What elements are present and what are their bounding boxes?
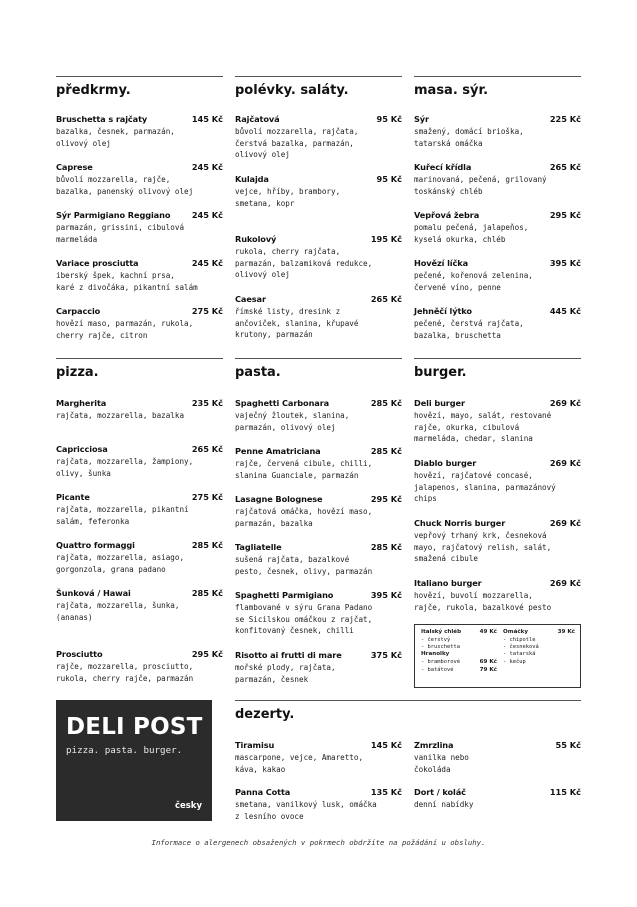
item-price: 285 Kč	[370, 398, 402, 408]
fries-option: - bramborové	[421, 659, 460, 665]
item-name: Quattro formaggi	[56, 540, 135, 550]
item-price: 285 Kč	[370, 542, 402, 552]
item-desc: flambované v sýru Grana Padano se Sicilskou omáčkou z rajčat, konfitovaný česnek, chilli	[235, 603, 373, 635]
menu-item	[235, 740, 402, 775]
menu-item	[56, 649, 223, 684]
item-name: Kulajda	[235, 174, 269, 184]
item-desc: rajčata, mozzarella, asiago, gorgonzola, grana padano	[56, 553, 185, 574]
brand-block	[56, 700, 212, 821]
item-name: Tagliatelle	[235, 542, 282, 552]
item-name: Diablo burger	[414, 458, 477, 468]
sauce-option: - česneková	[503, 644, 539, 650]
item-name: Risotto ai frutti di mare	[235, 650, 342, 660]
menu-item	[235, 542, 402, 577]
menu-item	[235, 446, 402, 481]
section-title: pizza.	[56, 358, 223, 384]
section-predkrmy	[56, 76, 223, 102]
item-desc: pečené, kořenová zelenina, červené víno, penne	[414, 271, 533, 292]
item-desc: pomalu pečená, jalapeňos, kyselá okurka, chléb	[414, 223, 529, 244]
section-title: pasta.	[235, 358, 402, 384]
item-desc: smažený, domácí brioška, tatarská omáčka	[414, 127, 524, 148]
item-name: Sýr	[414, 114, 429, 124]
item-desc: hovězí, mayo, salát, restované rajče, okurka, cibulová marmeláda, chedar, slanina	[414, 411, 552, 443]
item-desc: hovězí maso, parmazán, rukola, cherry rajče, citron	[56, 319, 194, 340]
item-desc: rajčata, mozzarella, pikantní salám, feferonka	[56, 505, 189, 526]
menu-item	[56, 492, 223, 527]
item-name: Caesar	[235, 294, 266, 304]
menu-item	[414, 306, 581, 341]
fries-title: Hranolky	[421, 651, 450, 658]
item-name: Picante	[56, 492, 90, 502]
brand-name: DELI POST	[66, 714, 203, 740]
section-pasta	[235, 358, 402, 384]
item-price: 285 Kč	[191, 540, 223, 550]
sides-left	[421, 629, 497, 674]
menu-item	[235, 787, 402, 822]
item-name: Jehněčí lýtko	[414, 306, 472, 316]
fries-option: - batátové	[421, 666, 454, 673]
fries-price: 69 Kč	[479, 659, 497, 665]
item-desc: hovězí, rajčatové concasé, jalapenos, slanina, parmazánový chips	[414, 471, 556, 503]
menu-item	[414, 578, 581, 613]
allergen-notice: Informace o alergenech obsažených v pokrmech obdržíte na požádání u obsluhy.	[151, 838, 486, 847]
item-desc: vanilka nebo čokoláda	[414, 753, 469, 774]
item-price: 395 Kč	[549, 258, 581, 268]
section-dezerty	[235, 700, 581, 726]
section-title: polévky. saláty.	[235, 76, 402, 102]
menu-item	[414, 162, 581, 197]
section-title: dezerty.	[235, 707, 295, 722]
item-price: 269 Kč	[549, 518, 581, 528]
item-desc: vejce, hříby, brambory, smetana, kopr	[235, 187, 341, 208]
section-title: předkrmy.	[56, 76, 223, 102]
item-price: 265 Kč	[191, 444, 223, 454]
menu-item	[414, 210, 581, 245]
item-price: 275 Kč	[191, 492, 223, 502]
item-name: Sýr Parmigiano Reggiano	[56, 210, 171, 220]
item-price: 269 Kč	[549, 458, 581, 468]
item-price: 245 Kč	[191, 210, 223, 220]
sides-box	[414, 624, 581, 688]
item-desc: pečené, čerstvá rajčata, bazalka, bruschetta	[414, 319, 524, 340]
item-price: 95 Kč	[376, 174, 402, 184]
item-desc: vepřový trhaný krk, česneková mayo, rajčatový relish, salát, smažená cibule	[414, 531, 552, 563]
menu-item	[235, 398, 402, 433]
item-price: 375 Kč	[370, 650, 402, 660]
item-desc: rajčata, mozzarella, šunka, (ananas)	[56, 601, 180, 622]
section-maso	[414, 76, 581, 102]
item-desc: denní nabídky	[414, 800, 474, 809]
item-name: Rajčatová	[235, 114, 280, 124]
item-price: 145 Kč	[370, 740, 402, 750]
sauce-option: - kečup	[503, 658, 526, 665]
item-desc: iberský špek, kachní prsa, karé z divočáka, pikantní salám	[56, 271, 198, 292]
item-name: Tiramisu	[235, 740, 275, 750]
menu-item	[235, 114, 402, 161]
item-price: 395 Kč	[370, 590, 402, 600]
item-name: Chuck Norris burger	[414, 518, 506, 528]
item-name: Carpaccio	[56, 306, 101, 316]
menu-item	[56, 114, 223, 149]
item-desc: mascarpone, vejce, Amaretto, káva, kakao	[235, 753, 364, 774]
section-pizza	[56, 358, 223, 384]
item-name: Capricciosa	[56, 444, 108, 454]
item-price: 275 Kč	[191, 306, 223, 316]
item-price: 95 Kč	[376, 114, 402, 124]
item-price: 265 Kč	[370, 294, 402, 304]
item-price: 245 Kč	[191, 162, 223, 172]
item-price: 295 Kč	[549, 210, 581, 220]
item-name: Bruschetta s rajčaty	[56, 114, 148, 124]
menu-item	[414, 518, 581, 565]
menu-item	[235, 294, 402, 341]
item-desc: rajče, mozzarella, prosciutto, rukola, cherry rajče, parmazán	[56, 662, 194, 683]
item-name: Kuřecí křídla	[414, 162, 472, 172]
menu-item	[56, 258, 223, 293]
sides-right	[503, 629, 575, 666]
sauce-price: 39 Kč	[557, 629, 575, 635]
item-desc: mořské plody, rajčata, parmazán, česnek	[235, 663, 336, 684]
item-desc: bůvolí mozzarella, rajče, bazalka, panenský olivový olej	[56, 175, 194, 196]
item-price: 265 Kč	[549, 162, 581, 172]
bread-price: 49 Kč	[479, 629, 497, 635]
item-price: 145 Kč	[191, 114, 223, 124]
item-desc: hovězí, buvolí mozzarella, rajče, rukola, bazalkové pesto	[414, 591, 552, 612]
item-desc: bůvolí mozzarella, rajčata, čerstvá bazalka, parmazán, olivový olej	[235, 127, 359, 159]
fries-price: 79 Kč	[479, 666, 497, 673]
menu-item	[414, 258, 581, 293]
item-name: Caprese	[56, 162, 93, 172]
sauce-option: - chipotle	[503, 636, 536, 643]
menu-item	[235, 650, 402, 685]
item-name: Italiano burger	[414, 578, 482, 588]
menu-item	[235, 174, 402, 209]
item-name: Margherita	[56, 398, 107, 408]
item-price: 55 Kč	[555, 740, 581, 750]
menu-item	[56, 210, 223, 245]
item-price: 235 Kč	[191, 398, 223, 408]
item-name: Spaghetti Carbonara	[235, 398, 330, 408]
section-title: burger.	[414, 358, 581, 384]
menu-item	[56, 398, 223, 422]
section-polevky	[235, 76, 402, 102]
item-name: Rukolový	[235, 234, 277, 244]
bread-option: - čerstvý	[421, 636, 451, 643]
menu-item	[414, 787, 581, 811]
item-desc: bazalka, česnek, parmazán, olivový olej	[56, 127, 175, 148]
item-desc: rajčatová omáčka, hovězí maso, parmazán, bazalka	[235, 507, 373, 528]
item-name: Dort / koláč	[414, 787, 466, 797]
section-burger	[414, 358, 581, 384]
item-desc: rajčata, mozzarella, žampiony, olivy, šunka	[56, 457, 194, 478]
menu-item	[56, 444, 223, 479]
item-price: 295 Kč	[370, 494, 402, 504]
item-name: Panna Cotta	[235, 787, 291, 797]
item-price: 295 Kč	[191, 649, 223, 659]
item-price: 135 Kč	[370, 787, 402, 797]
item-desc: rajčata, mozzarella, bazalka	[56, 411, 185, 420]
item-name: Vepřová žebra	[414, 210, 480, 220]
item-price: 115 Kč	[549, 787, 581, 797]
item-name: Lasagne Bolognese	[235, 494, 323, 504]
menu-item	[235, 590, 402, 637]
menu-item	[235, 494, 402, 529]
item-price: 269 Kč	[549, 398, 581, 408]
menu-item	[56, 588, 223, 623]
sauce-title: Omáčky	[503, 629, 529, 635]
item-desc: rukola, cherry rajčata, parmazán, balzamiková redukce, olivový olej	[235, 247, 373, 279]
item-desc: rajče, červená cibule, chilli, slanina Guanciale, parmazán	[235, 459, 373, 480]
language-label: česky	[174, 801, 202, 811]
menu-item	[56, 306, 223, 341]
menu-item	[56, 162, 223, 197]
item-desc: sušená rajčata, bazalkové pesto, česnek, olivy, parmazán	[235, 555, 373, 576]
menu-item	[414, 114, 581, 149]
item-name: Prosciutto	[56, 649, 103, 659]
item-price: 285 Kč	[191, 588, 223, 598]
menu-item	[56, 540, 223, 575]
item-name: Variace prosciutta	[56, 258, 139, 268]
bread-title: Italský chléb	[421, 629, 462, 635]
menu-item	[235, 234, 402, 281]
item-price: 195 Kč	[370, 234, 402, 244]
item-desc: parmazán, grissini, cibulová marmeláda	[56, 223, 185, 244]
item-name: Spaghetti Parmigiano	[235, 590, 334, 600]
item-desc: marinovaná, pečená, grilovaný toskánský chléb	[414, 175, 547, 196]
sauce-option: - tatarská	[503, 651, 536, 658]
item-price: 269 Kč	[549, 578, 581, 588]
menu-item	[414, 398, 581, 445]
item-desc: smetana, vanilkový lusk, omáčka z lesního ovoce	[235, 800, 377, 821]
item-name: Deli burger	[414, 398, 465, 408]
item-name: Šunková / Hawai	[56, 588, 131, 598]
menu-item	[414, 458, 581, 505]
item-desc: vaječný žloutek, slanina, parmazán, olivový olej	[235, 411, 350, 432]
item-price: 445 Kč	[549, 306, 581, 316]
item-name: Penne Amatriciana	[235, 446, 321, 456]
bread-option: - bruschetta	[421, 644, 460, 650]
section-title: masa. sýr.	[414, 76, 581, 102]
item-name: Zmrzlina	[414, 740, 454, 750]
item-price: 225 Kč	[549, 114, 581, 124]
item-price: 285 Kč	[370, 446, 402, 456]
menu-item	[414, 740, 581, 775]
brand-tagline: pizza. pasta. burger.	[66, 745, 183, 756]
item-price: 245 Kč	[191, 258, 223, 268]
item-desc: římské listy, dresink z ančoviček, slanina, křupavé krutony, parmazán	[235, 307, 359, 339]
item-name: Hovězí líčka	[414, 258, 469, 268]
